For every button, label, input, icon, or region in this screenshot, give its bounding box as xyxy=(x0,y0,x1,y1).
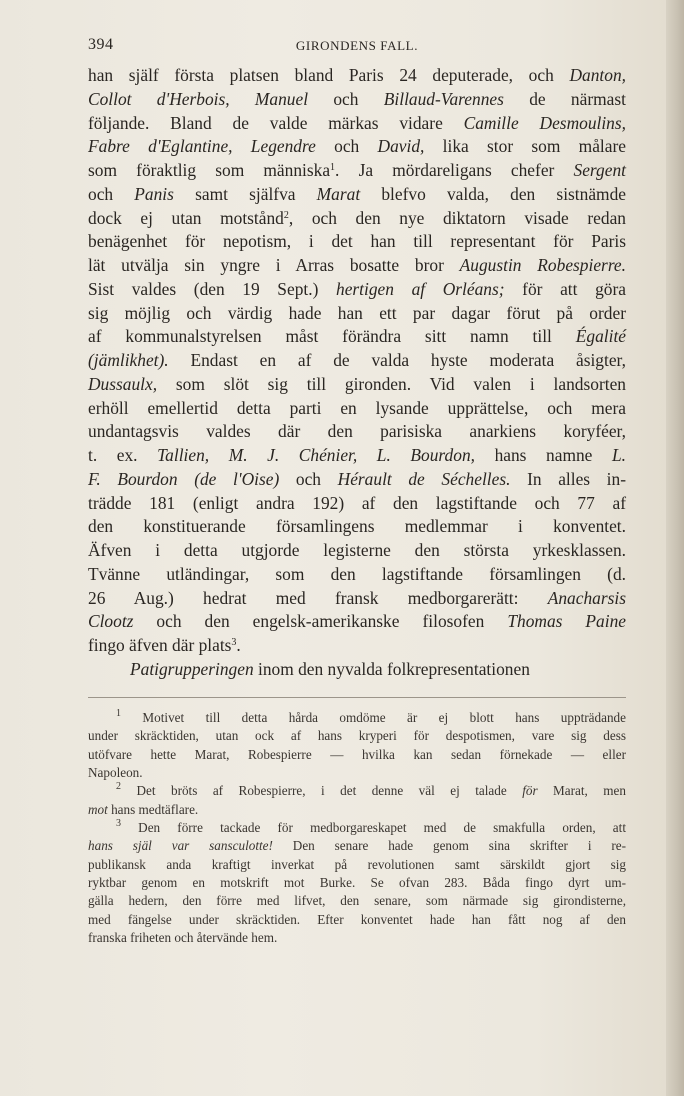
body-line xyxy=(88,159,626,183)
text-run: blefvo valda, den sistnämde xyxy=(360,183,626,204)
text-run: Den förre tackade för medborgareskapet med de smakfulla orden, att xyxy=(121,820,626,836)
text-run: Sist valdes (den 19 Sept.) xyxy=(88,278,336,299)
text-run: fingo äfven där plats xyxy=(88,635,232,655)
italic-text: Tallien, M. J. Chénier, L. Bourdon, xyxy=(157,445,475,465)
italic-text: Anacharsis xyxy=(547,587,626,608)
body-line xyxy=(88,302,626,326)
body-line xyxy=(88,325,626,349)
body-line xyxy=(88,373,626,397)
text-run: Napoleon. xyxy=(88,765,143,781)
text-run: Äfven i detta utgjorde legisterne den största yrkesklassen. xyxy=(88,540,626,560)
italic-text: Panis xyxy=(134,183,174,204)
text-run: följande. Bland de valde märkas vidare xyxy=(88,112,464,133)
body-line xyxy=(88,444,626,468)
italic-text: Marat xyxy=(316,183,361,204)
italic-text: hertigen af Orléans; xyxy=(336,278,505,299)
text-run: erhöll emellertid detta parti en lysande upprättelse, och mera xyxy=(88,397,626,418)
text-run: af kommunalstyrelsen måst förändra sitt namn till xyxy=(88,326,576,347)
italic-text: för xyxy=(522,783,538,799)
text-run: lika stor som målare xyxy=(424,136,626,157)
body-line xyxy=(88,135,626,159)
italic-text: David, xyxy=(377,136,425,157)
footnotes-line xyxy=(88,764,626,782)
italic-text: Augustin Robespierre. xyxy=(459,255,627,275)
italic-text: Billaud-Varennes xyxy=(383,88,504,109)
footnote-ref: 1 xyxy=(116,708,121,719)
italic-text: Hérault de Séchelles. xyxy=(337,468,511,489)
body-line xyxy=(88,112,626,136)
text-run: . xyxy=(236,635,241,655)
text-run: publikansk anda kraftigt inverkat på revolutionen samt särskildt gjort sig xyxy=(88,856,626,872)
text-run: Marat, men xyxy=(537,783,627,799)
footnotes-line xyxy=(88,892,626,910)
text-run: och xyxy=(308,88,384,109)
body-line xyxy=(88,539,626,563)
text-run: t. ex. xyxy=(88,445,158,465)
text-run: för att göra xyxy=(504,278,626,299)
body-line xyxy=(88,563,626,587)
italic-text: Camille Desmoulins, xyxy=(463,112,626,133)
body-line xyxy=(88,468,626,492)
page-number: 394 xyxy=(88,36,114,53)
italic-text: Manuel xyxy=(254,88,309,109)
page-header xyxy=(88,36,626,58)
footnotes-line xyxy=(88,782,626,800)
body-line xyxy=(88,254,626,278)
text-run: benägenhet för nepotism, i det han till representant för Paris xyxy=(88,231,626,252)
italic-text: Clootz xyxy=(88,611,134,632)
italic-text: Collot d'Herbois, xyxy=(88,88,230,109)
page-edge xyxy=(666,0,684,1096)
text-run: Endast en af de valda hyste moderata åsigter, xyxy=(168,350,626,370)
footnote-ref: 2 xyxy=(283,209,289,221)
footnote-ref: 3 xyxy=(116,818,121,830)
italic-text: L. xyxy=(611,445,626,465)
footnotes-line xyxy=(88,709,626,727)
text-run: samt själfva xyxy=(173,183,317,204)
text-run: In alles in- xyxy=(510,468,627,489)
text-run: och xyxy=(279,468,338,489)
footnotes-line xyxy=(88,819,626,837)
body-text xyxy=(88,64,626,682)
body-line xyxy=(88,420,626,444)
text-run: hans medtäflare. xyxy=(107,801,199,817)
text-run: hans namne xyxy=(474,445,612,465)
text-run: gälla hedern, den förre med lifvet, den senare, som närmade sig girondisterne, xyxy=(88,893,626,909)
italic-text: Patigrupperingen xyxy=(130,658,254,679)
body-line xyxy=(88,349,626,373)
italic-text: Sergent xyxy=(573,160,626,180)
footnotes-line xyxy=(88,837,626,855)
text-run: . Ja mördareligans chefer xyxy=(335,160,574,180)
body-line xyxy=(88,64,626,88)
footnotes-line xyxy=(88,911,626,929)
footnote-ref: 3 xyxy=(231,637,237,648)
text-run: undantagsvis valdes där den parisiska anarkiens koryféer, xyxy=(88,421,626,442)
text-run: som slöt sig till gironden. Vid valen i landsorten xyxy=(157,373,626,394)
body-line xyxy=(88,658,626,682)
text-run: och den engelsk-amerikanske filosofen xyxy=(133,611,508,632)
body-line xyxy=(88,587,626,611)
body-line xyxy=(88,634,626,658)
footnotes-line xyxy=(88,874,626,892)
body-line xyxy=(88,207,626,231)
footnotes-line xyxy=(88,856,626,874)
text-run: den konstituerande församlingens medlemmar i konventet. xyxy=(88,516,626,537)
italic-text: Dussaulx, xyxy=(88,373,158,394)
text-run: Motivet till detta hårda omdöme är ej blott hans uppträdande xyxy=(121,710,626,725)
text-run: trädde 181 (enligt andra 192) af den lagstiftande och 77 af xyxy=(88,492,626,513)
text-run: Det bröts af Robespierre, i det denne väl ej talade xyxy=(121,783,523,799)
footnotes-line xyxy=(88,801,626,819)
text-run: under skräcktiden, utan ock af hans kryperi för despotismen, vare sig dess xyxy=(88,728,626,744)
body-line xyxy=(88,88,626,112)
italic-text: Danton, xyxy=(569,65,626,85)
body-line xyxy=(88,610,626,634)
footnote-ref: 1 xyxy=(330,162,336,173)
text-run: med fängelse under skräcktiden. Efter konventet hade han fått nog af den xyxy=(88,911,626,927)
body-line xyxy=(88,183,626,207)
text-run: 26 Aug.) hedrat med fransk medborgarerätt: xyxy=(88,587,548,608)
italic-text: hans själ var sansculotte! xyxy=(88,838,273,854)
text-run: utöfvare hette Marat, Robespierre — hvilka kan sedan förnekade — eller xyxy=(88,746,626,762)
text-run: och xyxy=(315,136,378,157)
italic-text: F. Bourdon (de l'Oise) xyxy=(88,468,280,489)
body-line xyxy=(88,492,626,516)
footnotes-line xyxy=(88,727,626,745)
text-run: inom den nyvalda folkrepresentationen xyxy=(253,658,530,679)
text-run: franska friheten och återvände hem. xyxy=(88,930,278,946)
body-line xyxy=(88,397,626,421)
text-run: lät utvälja sin yngre i Arras bosatte bror xyxy=(88,255,460,275)
italic-text: (jämlikhet). xyxy=(88,350,169,370)
text-run: Tvänne utländingar, som den lagstiftande församlingen (d. xyxy=(88,563,626,584)
body-line xyxy=(88,278,626,302)
text-run: och xyxy=(88,183,135,204)
text-run: , och den nye diktatorn visade redan xyxy=(288,207,626,228)
text-run: Den senare hade genom sina skrifter i re- xyxy=(272,838,627,854)
italic-text: Fabre d'Eglantine, Legendre xyxy=(88,136,316,157)
text-run xyxy=(230,89,255,109)
body-line xyxy=(88,515,626,539)
footnote-ref: 2 xyxy=(116,781,121,793)
footnotes-line xyxy=(88,746,626,764)
body-line xyxy=(88,230,626,254)
text-run: sig möjlig och värdig hade han ett par dagar förut på order xyxy=(88,302,626,323)
italic-text: Thomas Paine xyxy=(507,611,626,632)
text-run: ryktbar genom en motskrift mot Burke. Se ofvan 283. Båda fingo dyrt um- xyxy=(88,875,626,891)
text-run: dock ej utan motstånd xyxy=(88,207,284,228)
text-run: som föraktlig som människa xyxy=(88,160,331,180)
running-title: GIRONDENS FALL. xyxy=(295,38,419,53)
text-run: han själf första platsen bland Paris 24 deputerade, och xyxy=(88,65,570,85)
italic-text: Égalité xyxy=(575,326,626,347)
footnotes xyxy=(88,709,626,947)
text-run: de närmast xyxy=(503,88,626,109)
italic-text: mot xyxy=(88,801,108,817)
footnotes-line xyxy=(88,929,626,947)
footnote-divider xyxy=(88,697,626,698)
